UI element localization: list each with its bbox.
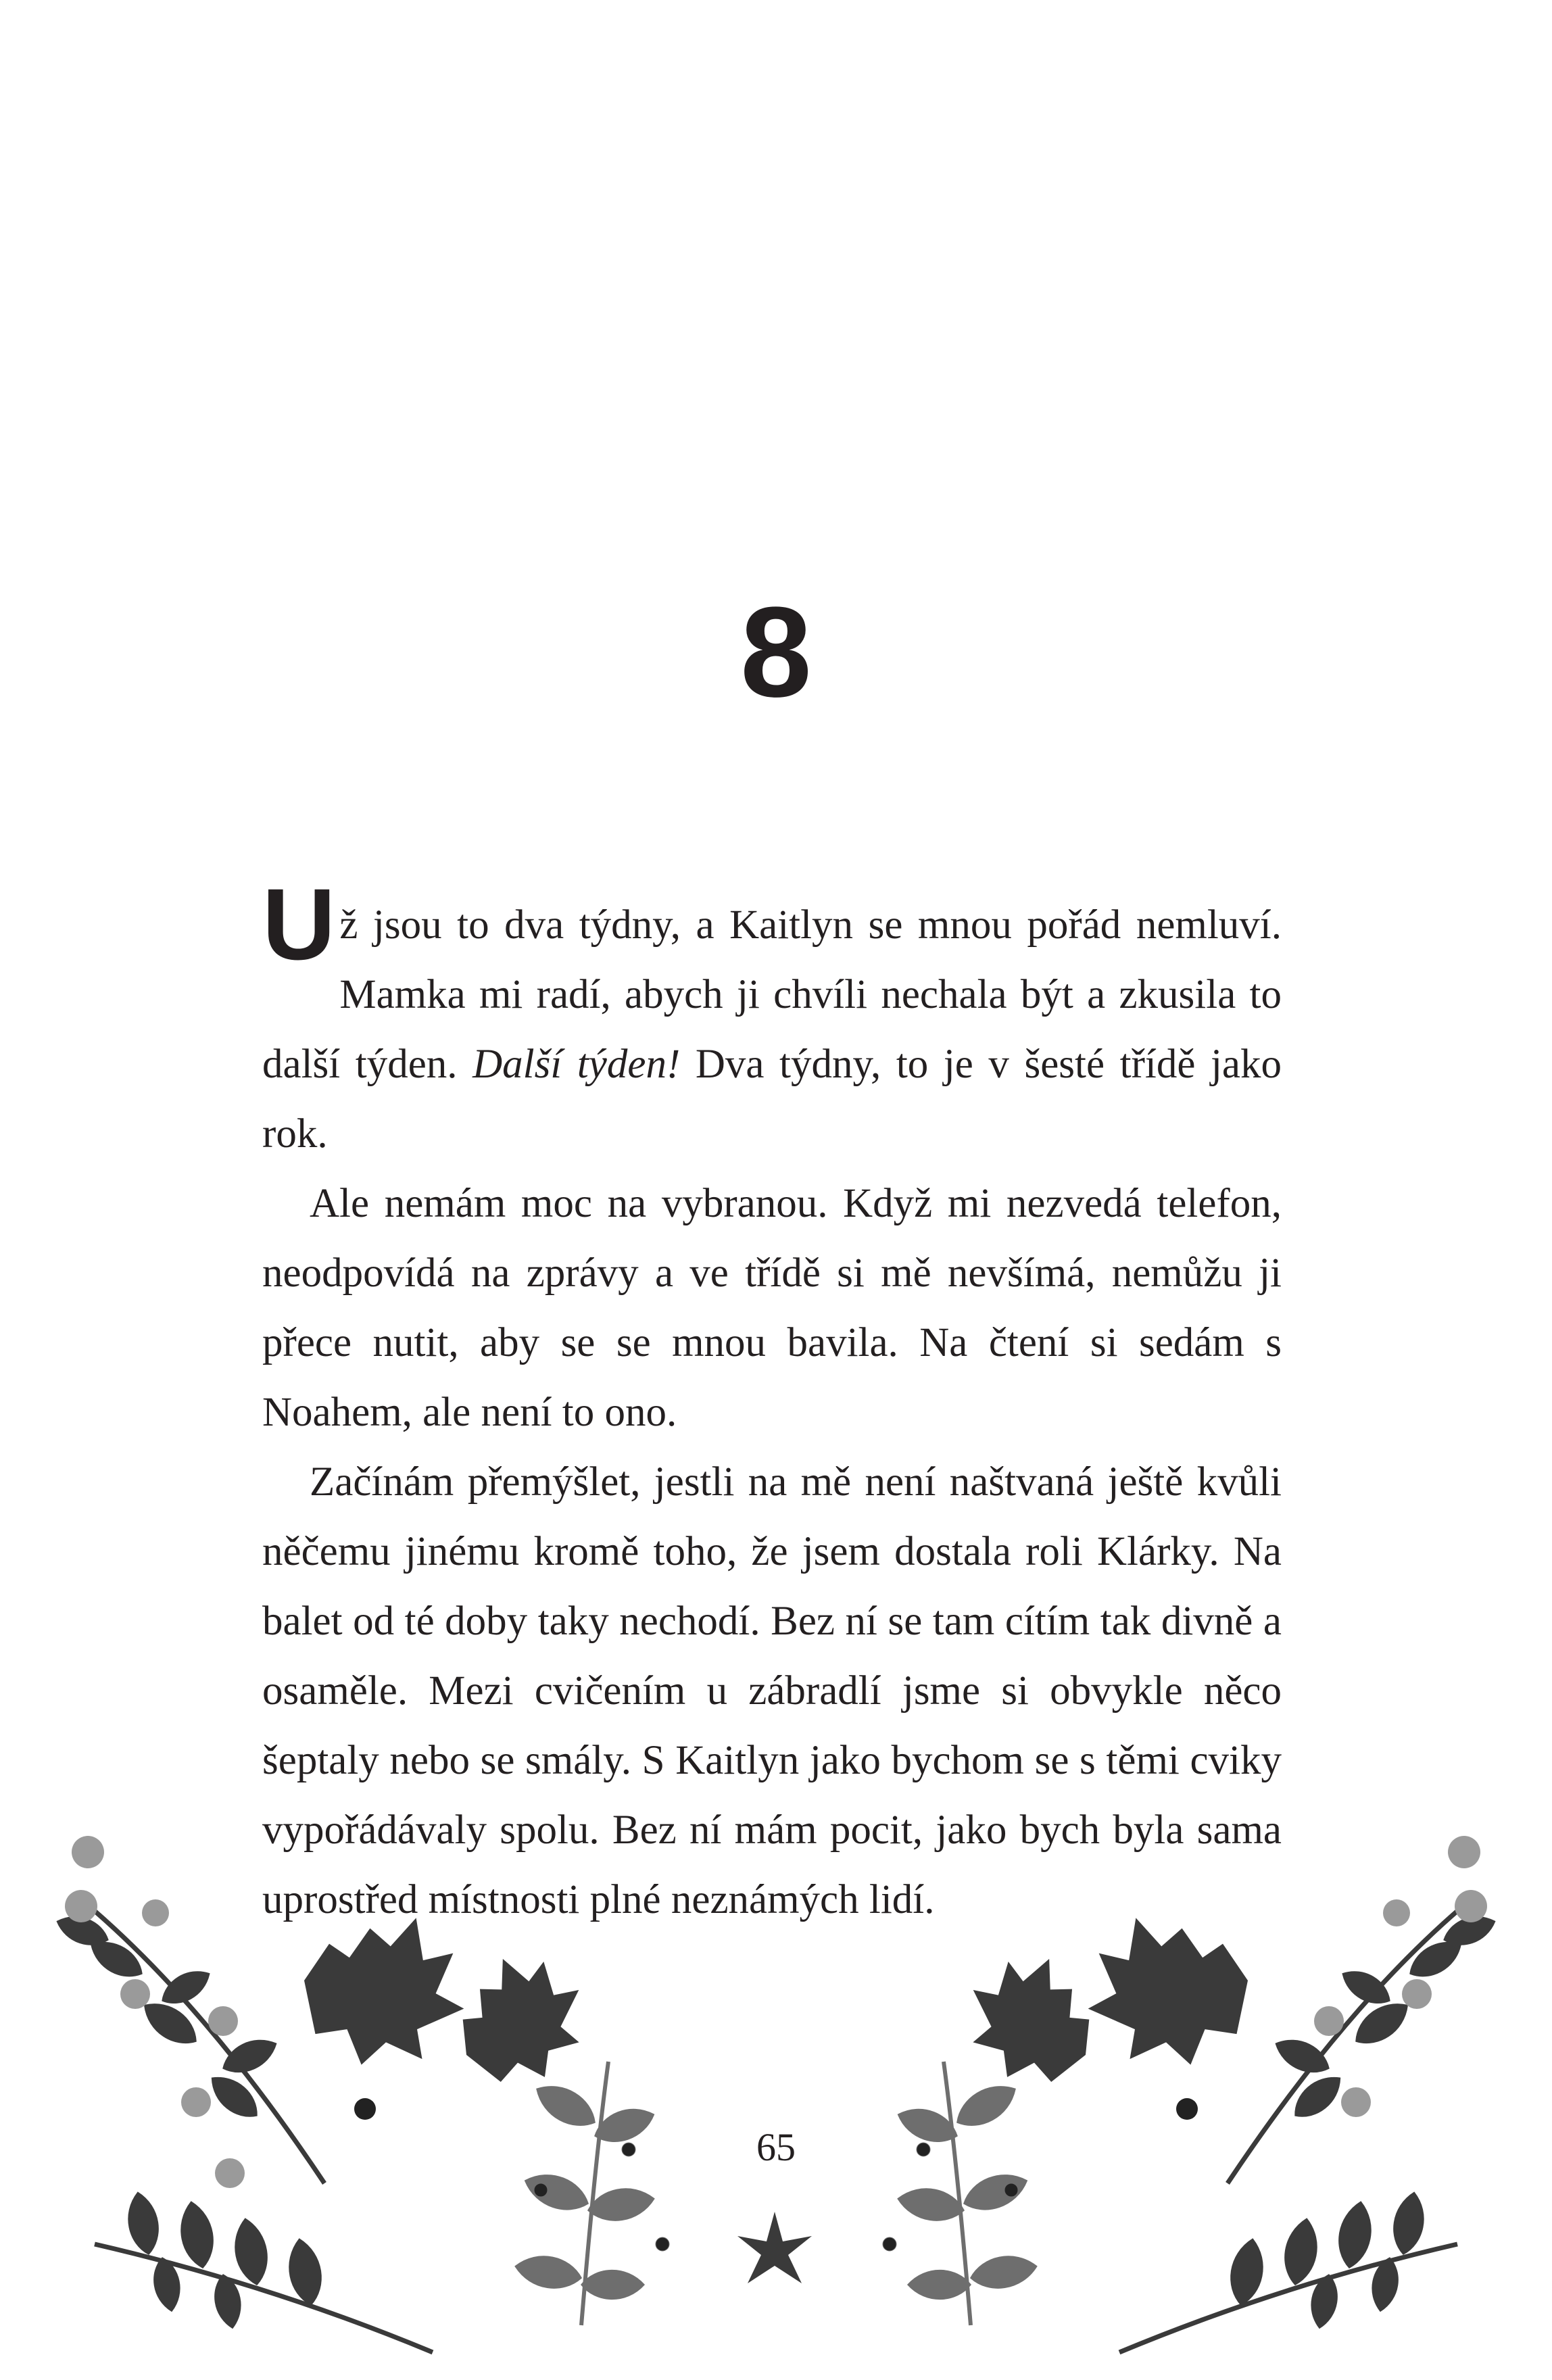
paragraph-3: Začínám přemýšlet, jestli na mě není naštvaná ještě kvůli něčemu jinému kromě toho, že jsem dostala roli Klárky. Na balet od té doby taky nechodí. Bez ní se tam cítím tak divně a osaměle. Mezi cvičením u zábradlí jsme si obvykle něco šeptaly nebo se smály. S Kaitlyn jako bychom se s těmi cviky vypořádávaly spolu. Bez ní mám pocit, jako bych byla sama uprostřed místnosti plné neznámých lidí. — [262, 1459, 1282, 1922]
chapter-number: 8 — [740, 581, 812, 724]
holly-icon — [291, 1901, 608, 2120]
drop-cap: U — [262, 867, 336, 981]
paragraph-2: Ale nemám moc na vybranou. Když mi nezvedá telefon, neodpovídá na zprávy a ve třídě si mě nevšímá, nemůžu ji přece nutit, aby se se mnou bavila. Na čtení si sedám s Noahem, ale není to ono. — [262, 1181, 1282, 1435]
paragraph-1-text: ž jsou to dva týdny, a Kaitlyn se mnou pořád nemluví. Mamka mi radí, abych ji chvíli nechala být a zkusila to další týden. — [262, 902, 1282, 1087]
berries — [1314, 1836, 1487, 2117]
page-number: 65 — [756, 2125, 796, 2169]
holly-icon — [944, 1901, 1261, 2120]
paragraph-1-emphasis: Další týden! — [472, 1042, 681, 1087]
leaf-sprig-icon — [883, 2062, 1040, 2325]
paragraph-1 — [262, 867, 1282, 1169]
fern-icon — [95, 2190, 433, 2352]
fern-icon — [1119, 2190, 1457, 2352]
leaf-sprig-icon — [512, 2062, 669, 2325]
paragraph-1-end: Dva týdny, to je v šesté třídě jako rok. — [262, 1042, 1282, 1157]
star-icon — [737, 2212, 812, 2283]
holly-decoration — [0, 1771, 1552, 2380]
